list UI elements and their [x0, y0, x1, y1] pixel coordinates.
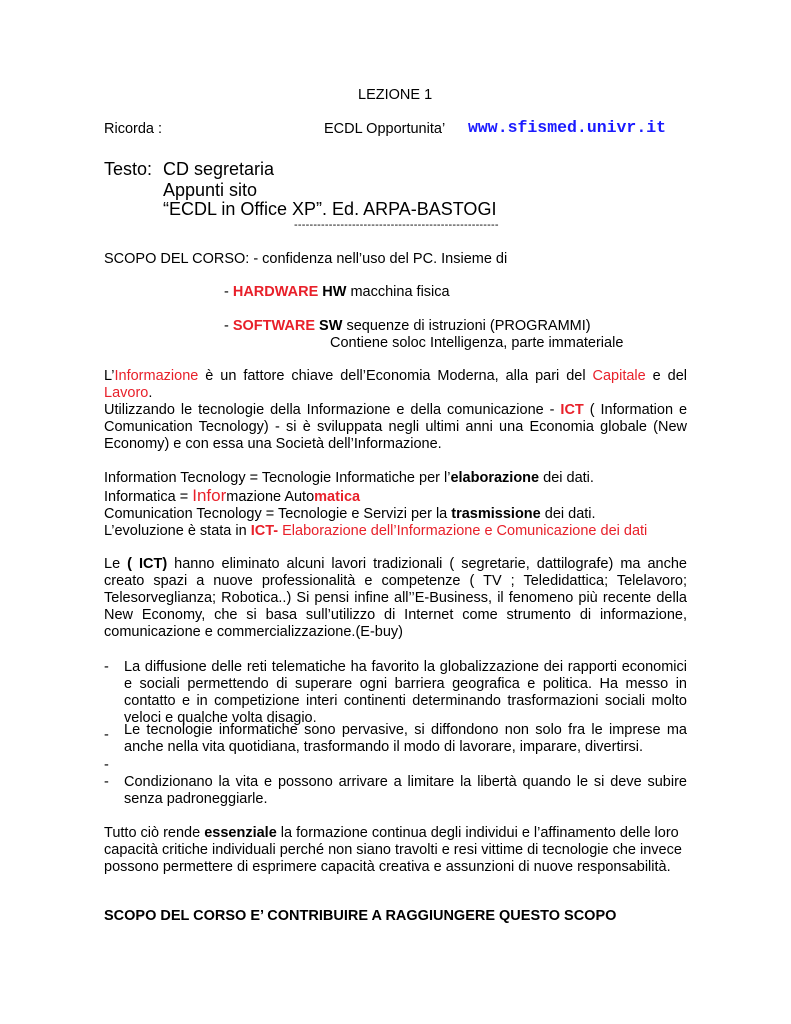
- def-it-b: elaborazione: [450, 470, 540, 486]
- website-link[interactable]: www.sfismed.univr.it: [468, 118, 667, 137]
- bullet-4-line-2: senza padroneggiarle.: [124, 791, 268, 807]
- bullet-4: [124, 774, 687, 808]
- scopo-intro: SCOPO DEL CORSO: - confidenza nell’uso del PC. Insieme di: [104, 251, 508, 267]
- para1-line-2: [104, 385, 687, 402]
- bullet-4-line-1: Condizionano la vita e possono arrivare a limitare la libertà quando le si deve subire: [124, 774, 687, 790]
- def-inf-d: matica: [314, 489, 361, 505]
- software-line: [224, 318, 591, 334]
- software-abbr: SW: [315, 318, 343, 334]
- bullet-1-line-3: contatto e in competizione interi continenti determinando trasformazioni sociali molto: [124, 693, 687, 709]
- ricorda-label: Ricorda :: [104, 121, 163, 137]
- para2-line-2: creato spazi a nuove professionalità e competenze ( TV ; Teledidattica; Telelavoro;: [104, 573, 687, 589]
- def-evoluzione: [104, 523, 687, 540]
- def-information-tecnology: [104, 470, 687, 487]
- para2-ict: ( ICT): [127, 556, 168, 572]
- para1-text-d: .: [148, 385, 153, 401]
- capitale-word: Capitale: [592, 368, 646, 384]
- hardware-desc: macchina fisica: [346, 284, 450, 300]
- para1-text-b: è un fattore chiave dell’Economia Moderna, alla pari del: [198, 368, 593, 384]
- paragraph-essenziale: [104, 825, 687, 876]
- para1-text-c: e del: [645, 368, 687, 384]
- paragraph-ict: [104, 556, 687, 641]
- software-word: SOFTWARE: [232, 318, 316, 334]
- def-evo-c: Elaborazione dell’Informazione e Comunicazione dei dati: [278, 523, 648, 539]
- para3-line-3: possono permettere di esprimere capacità creativa e assunzioni di nuove responsabilità.: [104, 859, 671, 875]
- hardware-line: [224, 284, 450, 300]
- para3-line-1: [104, 825, 687, 842]
- paragraph-informazione: [104, 368, 687, 453]
- para1-text-f: ( Information e: [583, 402, 688, 418]
- bullet-2-line-1: Le tecnologie informatiche sono pervasive, si diffondono non solo fra le imprese ma: [124, 722, 687, 738]
- definitions-block: [104, 470, 687, 540]
- def-informatica: [104, 487, 687, 506]
- para1-line-4: Comunication Tecnology) - si è sviluppata negli ultimi anni una Economia globale (New: [104, 419, 687, 435]
- bullet-2-line-2: anche nella vita quotidiana, trasformando il modo di lavorare, imparare, divertirsi.: [124, 739, 644, 755]
- para2-text-b: hanno eliminato alcuni lavori tradizionali ( segretarie, dattilografe) ma anche: [167, 556, 687, 572]
- def-inf-a: Informatica =: [104, 489, 193, 505]
- para2-line-3: Telesorveglianza; Robotica..) Si pensi infine all’’E-Business, il fenomeno più recente della: [104, 590, 687, 606]
- def-evo-b: ICT-: [250, 523, 279, 539]
- hardware-word: HARDWARE: [232, 284, 319, 300]
- para1-text-a: L’: [104, 368, 115, 384]
- testo-line-2: Appunti sito: [163, 180, 258, 200]
- hardware-abbr: HW: [318, 284, 347, 300]
- closing-statement: SCOPO DEL CORSO E’ CONTRIBUIRE A RAGGIUNGERE QUESTO SCOPO: [104, 908, 617, 924]
- testo-label: Testo:: [104, 159, 153, 179]
- def-com-c: dei dati.: [540, 506, 596, 522]
- para2-line-1: [104, 556, 687, 573]
- para3-text-a: Tutto ciò rende: [104, 825, 205, 841]
- bullet-dash-4: -: [104, 774, 109, 790]
- def-inf-b: Infor: [192, 486, 227, 505]
- hardware-dash: -: [224, 284, 233, 300]
- lesson-title: LEZIONE 1: [358, 87, 433, 103]
- software-desc-2: Contiene soloc Intelligenza, parte immateriale: [330, 335, 624, 351]
- bullet-dash-1: -: [104, 659, 109, 675]
- para2-line-4: New Economy, che si basa sull’utilizzo di Internet come strumento di informazione,: [104, 607, 687, 623]
- para3-text-b: la formazione continua degli individui e l’affinamento delle loro: [276, 825, 679, 841]
- para1-line-5: Economy) e con essa una Società dell’Informazione.: [104, 436, 442, 452]
- def-inf-c: mazione Auto: [226, 489, 315, 505]
- def-com-a: Comunication Tecnology = Tecnologie e Servizi per la: [104, 506, 452, 522]
- para2-line-5: comunicazione e commercializzazione.(E-buy): [104, 624, 403, 640]
- def-comunication-tecnology: [104, 506, 687, 523]
- para1-text-e: Utilizzando le tecnologie della Informazione e della comunicazione -: [104, 402, 561, 418]
- ecdl-label: ECDL Opportunita’: [324, 121, 446, 137]
- bullet-2: [124, 722, 687, 756]
- para1-line-3: [104, 402, 687, 419]
- def-it-a: Information Tecnology = Tecnologie Informatiche per l’: [104, 470, 451, 486]
- def-it-c: dei dati.: [539, 470, 594, 486]
- para3-line-2: capacità critiche individuali perché non siano travolti e resi vittime di tecnologie che invece: [104, 842, 682, 858]
- bullet-dash-3: -: [104, 757, 109, 773]
- testo-line-3: “ECDL in Office XP”. Ed. ARPA-BASTOGI: [163, 199, 497, 219]
- para1-line-1: [104, 368, 687, 385]
- ict-word: ICT: [560, 402, 584, 418]
- bullet-1-line-1: La diffusione delle reti telematiche ha favorito la globalizzazione dei rapporti economici: [124, 659, 687, 675]
- def-evo-a: L’evoluzione è stata in: [104, 523, 251, 539]
- bullet-1-line-2: e sociali permettendo di superare ogni barriera geografica e politica. Ha messo in: [124, 676, 687, 692]
- bullet-1-line-4: veloci e qualche volta disagio.: [124, 710, 317, 726]
- testo-line-1: CD segretaria: [163, 159, 275, 179]
- essenziale-word: essenziale: [204, 825, 277, 841]
- informazione-word: Informazione: [114, 368, 199, 384]
- para2-text-a: Le: [104, 556, 128, 572]
- def-com-b: trasmissione: [451, 506, 541, 522]
- lavoro-word: Lavoro: [104, 385, 149, 401]
- software-dash: -: [224, 318, 233, 334]
- testo-divider: -----------------------------------------------------: [294, 219, 499, 231]
- bullet-dash-2: -: [104, 727, 109, 743]
- software-desc: sequenze di istruzioni (PROGRAMMI): [342, 318, 591, 334]
- bullet-1: [124, 659, 687, 727]
